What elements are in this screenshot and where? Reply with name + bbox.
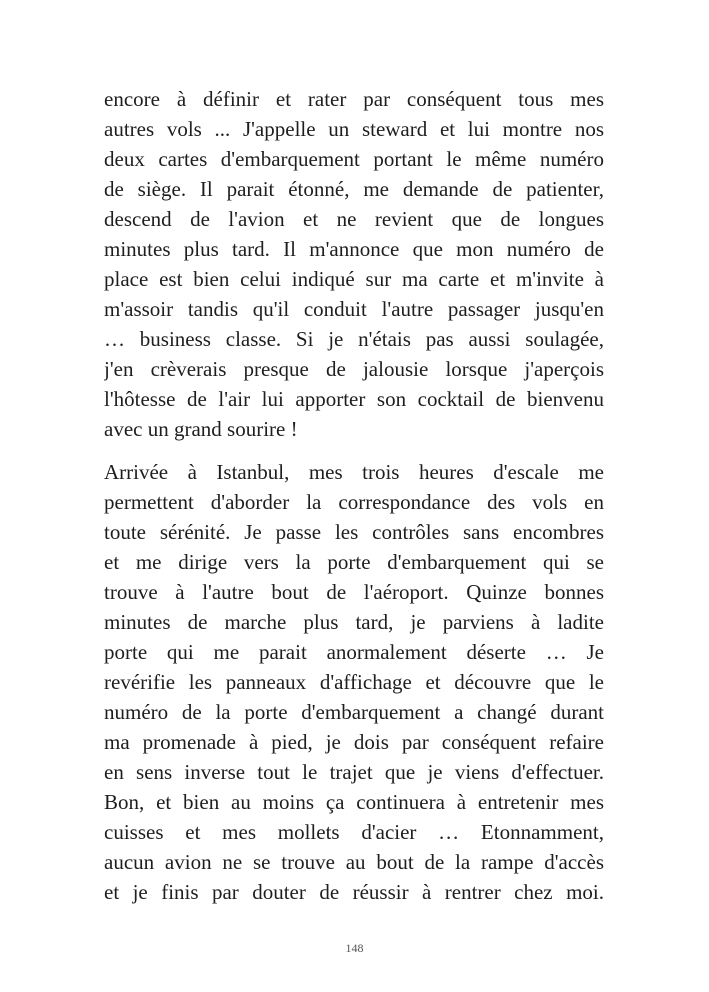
text-line: deux cartes d'embarquement portant le même numéro — [104, 147, 604, 171]
text-line: ma promenade à pied, je dois par conséquent refaire — [104, 730, 604, 754]
text-line: en sens inverse tout le trajet que je viens d'effectuer. — [104, 760, 604, 784]
text-line: minutes plus tard. Il m'annonce que mon numéro de — [104, 237, 604, 261]
text-line: numéro de la porte d'embarquement a changé durant — [104, 700, 604, 724]
text-line: de siège. Il parait étonné, me demande de patienter, — [104, 177, 604, 201]
text-line: trouve à l'autre bout de l'aéroport. Quinze bonnes — [104, 580, 604, 604]
text-line: l'hôtesse de l'air lui apporter son cocktail de bienvenu — [104, 387, 604, 411]
text-line: et me dirige vers la porte d'embarquement qui se — [104, 550, 604, 574]
text-line: place est bien celui indiqué sur ma carte et m'invite à — [104, 267, 604, 291]
paragraph-1 — [104, 84, 604, 444]
text-line: Arrivée à Istanbul, mes trois heures d'escale me — [104, 460, 604, 484]
text-line: permettent d'aborder la correspondance des vols en — [104, 490, 604, 514]
text-line: minutes de marche plus tard, je parviens à ladite — [104, 610, 604, 634]
text-line: toute sérénité. Je passe les contrôles sans encombres — [104, 520, 604, 544]
text-line: j'en crèverais presque de jalousie lorsque j'aperçois — [104, 357, 604, 381]
text-line: … business classe. Si je n'étais pas aussi soulagée, — [104, 327, 604, 351]
text-line: encore à définir et rater par conséquent tous mes — [104, 87, 604, 111]
text-line: cuisses et mes mollets d'acier … Etonnamment, — [104, 820, 604, 844]
text-line: et je finis par douter de réussir à rentrer chez moi. — [104, 880, 604, 904]
text-line: aucun avion ne se trouve au bout de la rampe d'accès — [104, 850, 604, 874]
page-number: 148 — [345, 941, 364, 955]
paragraph-2 — [104, 457, 604, 907]
text-line: descend de l'avion et ne revient que de longues — [104, 207, 604, 231]
text-line: revérifie les panneaux d'affichage et découvre que le — [104, 670, 604, 694]
text-line: Bon, et bien au moins ça continuera à entretenir mes — [104, 790, 604, 814]
text-line: porte qui me parait anormalement déserte … Je — [104, 640, 604, 664]
text-line: avec un grand sourire ! — [104, 417, 298, 441]
text-line: m'assoir tandis qu'il conduit l'autre passager jusqu'en — [104, 297, 604, 321]
text-line: autres vols ... J'appelle un steward et lui montre nos — [104, 117, 604, 141]
